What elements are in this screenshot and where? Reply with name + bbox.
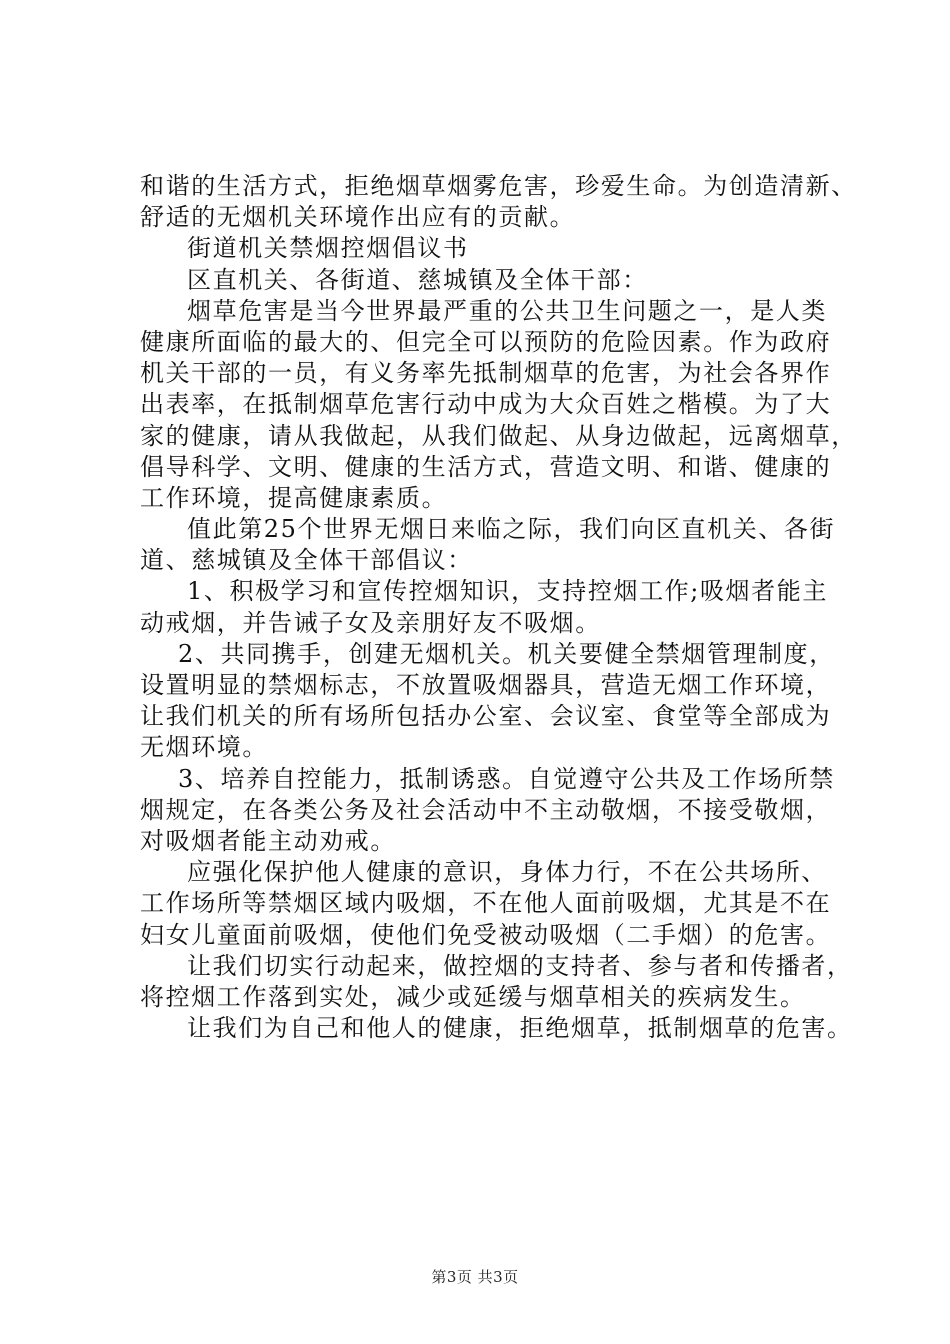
text-line: 让我们机关的所有场所包括办公室、会议室、食堂等全部成为 (140, 702, 832, 731)
text-line: 动戒烟，并告诫子女及亲朋好友不吸烟。 (140, 608, 601, 637)
text-line: 应强化保护他人健康的意识，身体力行，不在公共场所、 (187, 858, 827, 887)
text-line: 烟草危害是当今世界最严重的公共卫生问题之一，是人类 (187, 296, 827, 325)
text-line: 2、共同携手，创建无烟机关。机关要健全禁烟管理制度， (178, 639, 835, 668)
text-line: 1、积极学习和宣传控烟知识，支持控烟工作;吸烟者能主 (187, 577, 828, 606)
page-number-footer: 第3页 共3页 (431, 1268, 519, 1286)
text-line: 值此第25个世界无烟日来临之际，我们向区直机关、各街 (187, 515, 836, 544)
text-line: 让我们切实行动起来，做控烟的支持者、参与者和传播者， (187, 951, 853, 980)
text-line: 家的健康，请从我做起，从我们做起、从身边做起，远离烟草， (140, 421, 857, 450)
text-line: 机关干部的一员，有义务率先抵制烟草的危害，为社会各界作 (140, 359, 832, 388)
text-line: 让我们为自己和他人的健康，拒绝烟草，抵制烟草的危害。 (187, 1014, 853, 1043)
text-line: 对吸烟者能主动劝戒。 (140, 826, 396, 855)
text-line: 3、培养自控能力，抵制诱惑。自觉遵守公共及工作场所禁 (178, 764, 835, 793)
text-line: 道、慈城镇及全体干部倡议： (140, 546, 473, 575)
text-line: 工作场所等禁烟区域内吸烟，不在他人面前吸烟，尤其是不在 (140, 889, 832, 918)
document-title: 街道机关禁烟控烟倡议书 (187, 234, 469, 263)
text-line: 妇女儿童面前吸烟，使他们免受被动吸烟（二手烟）的危害。 (140, 920, 832, 949)
text-line: 健康所面临的最大的、但完全可以预防的危险因素。作为政府 (140, 327, 832, 356)
text-line: 将控烟工作落到实处，减少或延缓与烟草相关的疾病发生。 (140, 982, 806, 1011)
text-line: 出表率，在抵制烟草危害行动中成为大众百姓之楷模。为了大 (140, 390, 832, 419)
text-line: 烟规定，在各类公务及社会活动中不主动敬烟，不接受敬烟， (140, 795, 832, 824)
text-line: 舒适的无烟机关环境作出应有的贡献。 (140, 203, 576, 232)
text-line: 和谐的生活方式，拒绝烟草烟雾危害，珍爱生命。为创造清新、 (140, 172, 857, 200)
text-line: 设置明显的禁烟标志，不放置吸烟器具，营造无烟工作环境， (140, 671, 832, 699)
text-line: 工作环境，提高健康素质。 (140, 483, 448, 512)
text-line: 无烟环境。 (140, 733, 268, 762)
salutation: 区直机关、各街道、慈城镇及全体干部： (187, 265, 648, 294)
text-line: 倡导科学、文明、健康的生活方式，营造文明、和谐、健康的 (140, 452, 832, 481)
document-body (140, 171, 860, 1044)
